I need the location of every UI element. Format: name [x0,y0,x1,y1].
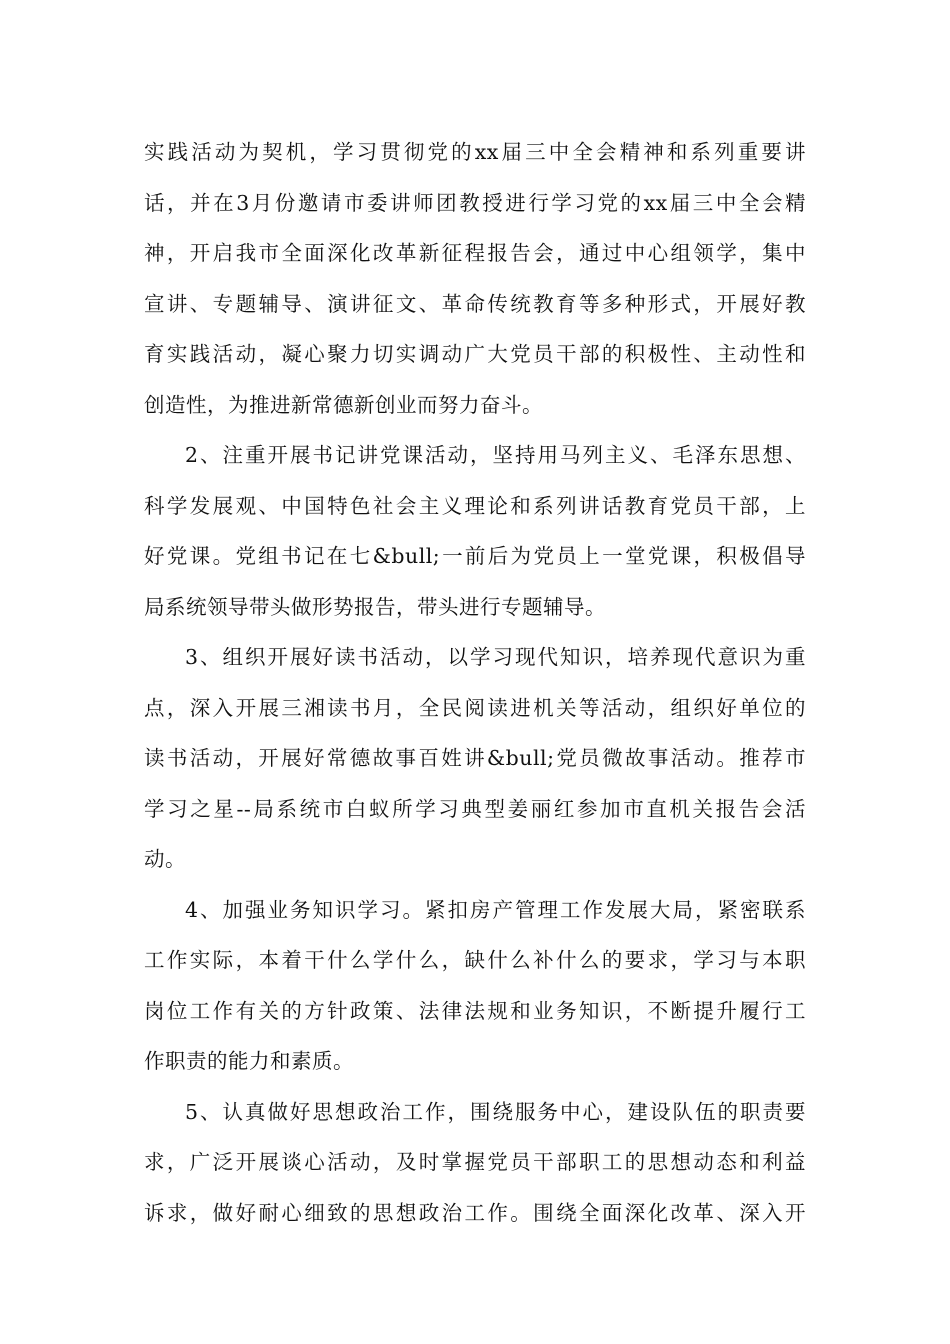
paragraph [144,885,806,1087]
text-line: 工作实际，本着干什么学什么，缺什么补什么的要求，学习与本职 [144,948,806,972]
text-line: 宣讲、专题辅导、演讲征文、革命传统教育等多种形式，开展好教 [144,291,806,316]
text-line: 3、组织开展好读书活动，以学习现代知识，培养现代意识为重 [185,645,806,669]
text-line: 创造性，为推进新常德新创业而努力奋斗。 [144,392,543,417]
text-line: 好党课。党组书记在七&bull;一前后为党员上一堂党课，积极倡导 [144,544,806,568]
text-line: 岗位工作有关的方针政策、法律法规和业务知识，不断提升履行工 [144,998,806,1023]
text-line: 局系统领导带头做形势报告，带头进行专题辅导。 [144,594,606,619]
text-line: 科学发展观、中国特色社会主义理论和系列讲话教育党员干部，上 [144,493,806,518]
document-body [144,127,806,1238]
text-line: 学习之星--局系统市白蚁所学习典型姜丽红参加市直机关报告会活 [144,796,806,821]
paragraph [144,127,806,430]
text-line: 5、认真做好思想政治工作，围绕服务中心，建设队伍的职责要 [185,1099,806,1124]
text-line: 诉求，做好耐心细致的思想政治工作。围绕全面深化改革、深入开 [144,1200,806,1225]
text-line: 话，并在3月份邀请市委讲师团教授进行学习党的xx届三中全会精 [144,190,806,215]
text-line: 育实践活动，凝心聚力切实调动广大党员干部的积极性、主动性和 [144,342,806,366]
text-line: 动。 [144,847,186,871]
text-line: 求，广泛开展谈心活动，及时掌握党员干部职工的思想动态和利益 [144,1150,806,1174]
paragraph [144,430,806,632]
text-line: 神，开启我市全面深化改革新征程报告会，通过中心组领学，集中 [144,241,806,265]
text-line: 点，深入开展三湘读书月，全民阅读进机关等活动，组织好单位的 [144,695,806,720]
text-line: 读书活动，开展好常德故事百姓讲&bull;党员微故事活动。推荐市 [144,746,806,770]
paragraph [144,1087,806,1239]
text-line: 作职责的能力和素质。 [144,1049,354,1073]
paragraph [144,632,806,885]
text-line: 4、加强业务知识学习。紧扣房产管理工作发展大局，紧密联系 [185,897,806,922]
text-line: 2、注重开展书记讲党课活动，坚持用马列主义、毛泽东思想、 [185,443,806,467]
text-line: 实践活动为契机，学习贯彻党的xx届三中全会精神和系列重要讲 [144,140,806,164]
